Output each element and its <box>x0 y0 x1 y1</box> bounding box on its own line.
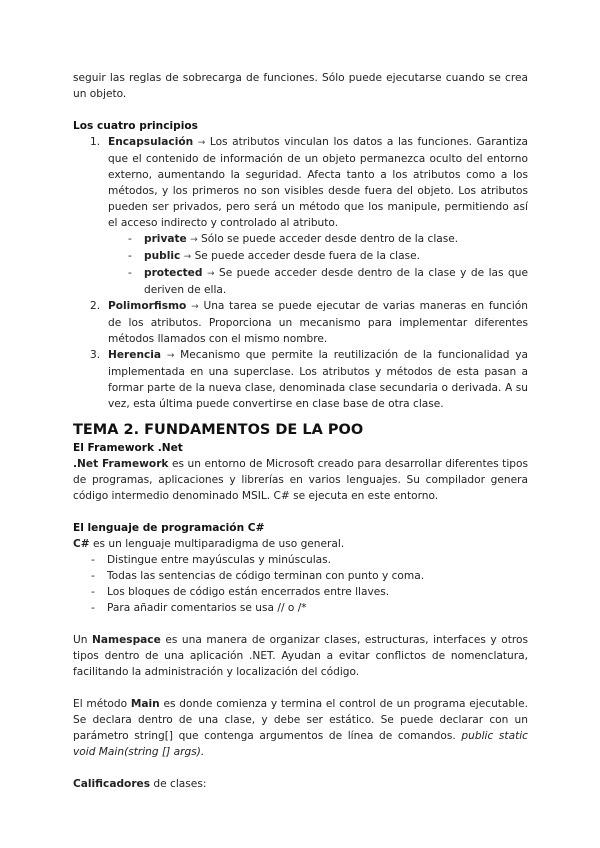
term-herencia: Herencia <box>108 349 162 361</box>
arrow-icon: → <box>206 269 215 279</box>
document-page <box>73 70 528 792</box>
arrow-icon: → <box>191 302 199 312</box>
csharp-heading: El lenguaje de programación C# <box>73 522 265 534</box>
list-item-public: - public → Se puede acceder desde fuera de la clase. <box>128 250 420 262</box>
principios-list <box>73 134 528 412</box>
arrow-icon: → <box>166 351 175 361</box>
calificadores-paragraph: Calificadores de clases: <box>73 778 207 790</box>
term-encapsulacion: Encapsulación <box>108 136 194 148</box>
access-modifiers-list <box>108 231 528 298</box>
term-polimorfismo: Polimorfismo <box>108 300 187 312</box>
tema2-title: TEMA 2. FUNDAMENTOS DE LA POO <box>73 422 364 438</box>
framework-paragraph: .Net Framework es un entorno de Microsoft creado para desarrollar diferentes tipos de programas, aplicaciones y librerías en varios lenguajes. Su compilador genera código intermedio denominado MSIL. C# se ejecuta en este entorno. <box>73 458 528 502</box>
arrow-icon: → <box>183 252 192 262</box>
main-signature: public static void Main(string [] args). <box>73 730 528 758</box>
list-item-herencia: 3. Herencia → Mecanismo que permite la reutilización de la funcionalidad ya implementada en una superclase. Los atributos y métodos de esta pasan a formar parte de la nueva clase, denominada clase secundaria o derivada. A su vez, esta última puede convertirse en clase base de otra clase. <box>90 349 528 410</box>
csharp-paragraph: C# es un lenguaje multiparadigma de uso general. <box>73 538 345 550</box>
list-item-encapsulacion: 1. Encapsulación → Los atributos vinculan los datos a las funciones. Garantiza que el contenido de información de un objeto permanezca oculto del entorno externo, aumentando la seguridad. Afecta tanto a los atributos como a los métodos, y los primeros no son visibles desde fuera del objeto. Los atributos pueden ser privados, pero será un método que los manipule, permitiendo así el acceso indirecto y controlado al atributo. - private → Sólo se puede acceder desde dentro de la clase. - public → Se puede acceder desde fuera de la clase. - protected → Se puede acceder desde dentro de la clase y de las que deriven de ella. <box>90 136 528 296</box>
list-item: - Distingue entre mayúsculas y minúsculas. <box>91 554 332 566</box>
list-item: - Todas las sentencias de código terminan con punto y coma. <box>91 570 425 582</box>
intro-paragraph: seguir las reglas de sobrecarga de funciones. Sólo puede ejecutarse cuando se crea un objeto. <box>73 72 528 100</box>
arrow-icon: → <box>197 138 206 148</box>
list-item-protected: - protected → Se puede acceder desde dentro de la clase y de las que deriven de ella. <box>128 267 528 296</box>
list-item: - Para añadir comentarios se usa // o /* <box>91 602 307 614</box>
framework-heading: El Framework .Net <box>73 442 183 454</box>
list-item-polimorfismo: 2. Polimorfismo → Una tarea se puede ejecutar de varias maneras en función de los atributos. Proporciona un mecanismo para implementar diferentes métodos llamados con el mismo nombre. <box>90 300 528 345</box>
namespace-paragraph: Un Namespace es una manera de organizar clases, estructuras, interfaces y otros tipos dentro de una aplicación .NET. Ayudan a evitar conflictos de nomenclatura, facilitando la administración y localización del código. <box>73 634 528 678</box>
list-item: - Los bloques de código están encerrados entre llaves. <box>91 586 390 598</box>
list-item-private: - private → Sólo se puede acceder desde dentro de la clase. <box>128 233 459 245</box>
main-paragraph: El método Main es donde comienza y termina el control de un programa ejecutable. Se declara dentro de una clase, y debe ser estático. Se puede declarar con un parámetro string[] que contenga argumentos de línea de comandos. public static void Main(string [] args). <box>73 698 528 758</box>
arrow-icon: → <box>190 235 198 245</box>
csharp-bullet-list <box>73 552 528 616</box>
principios-heading: Los cuatro principios <box>73 120 198 132</box>
